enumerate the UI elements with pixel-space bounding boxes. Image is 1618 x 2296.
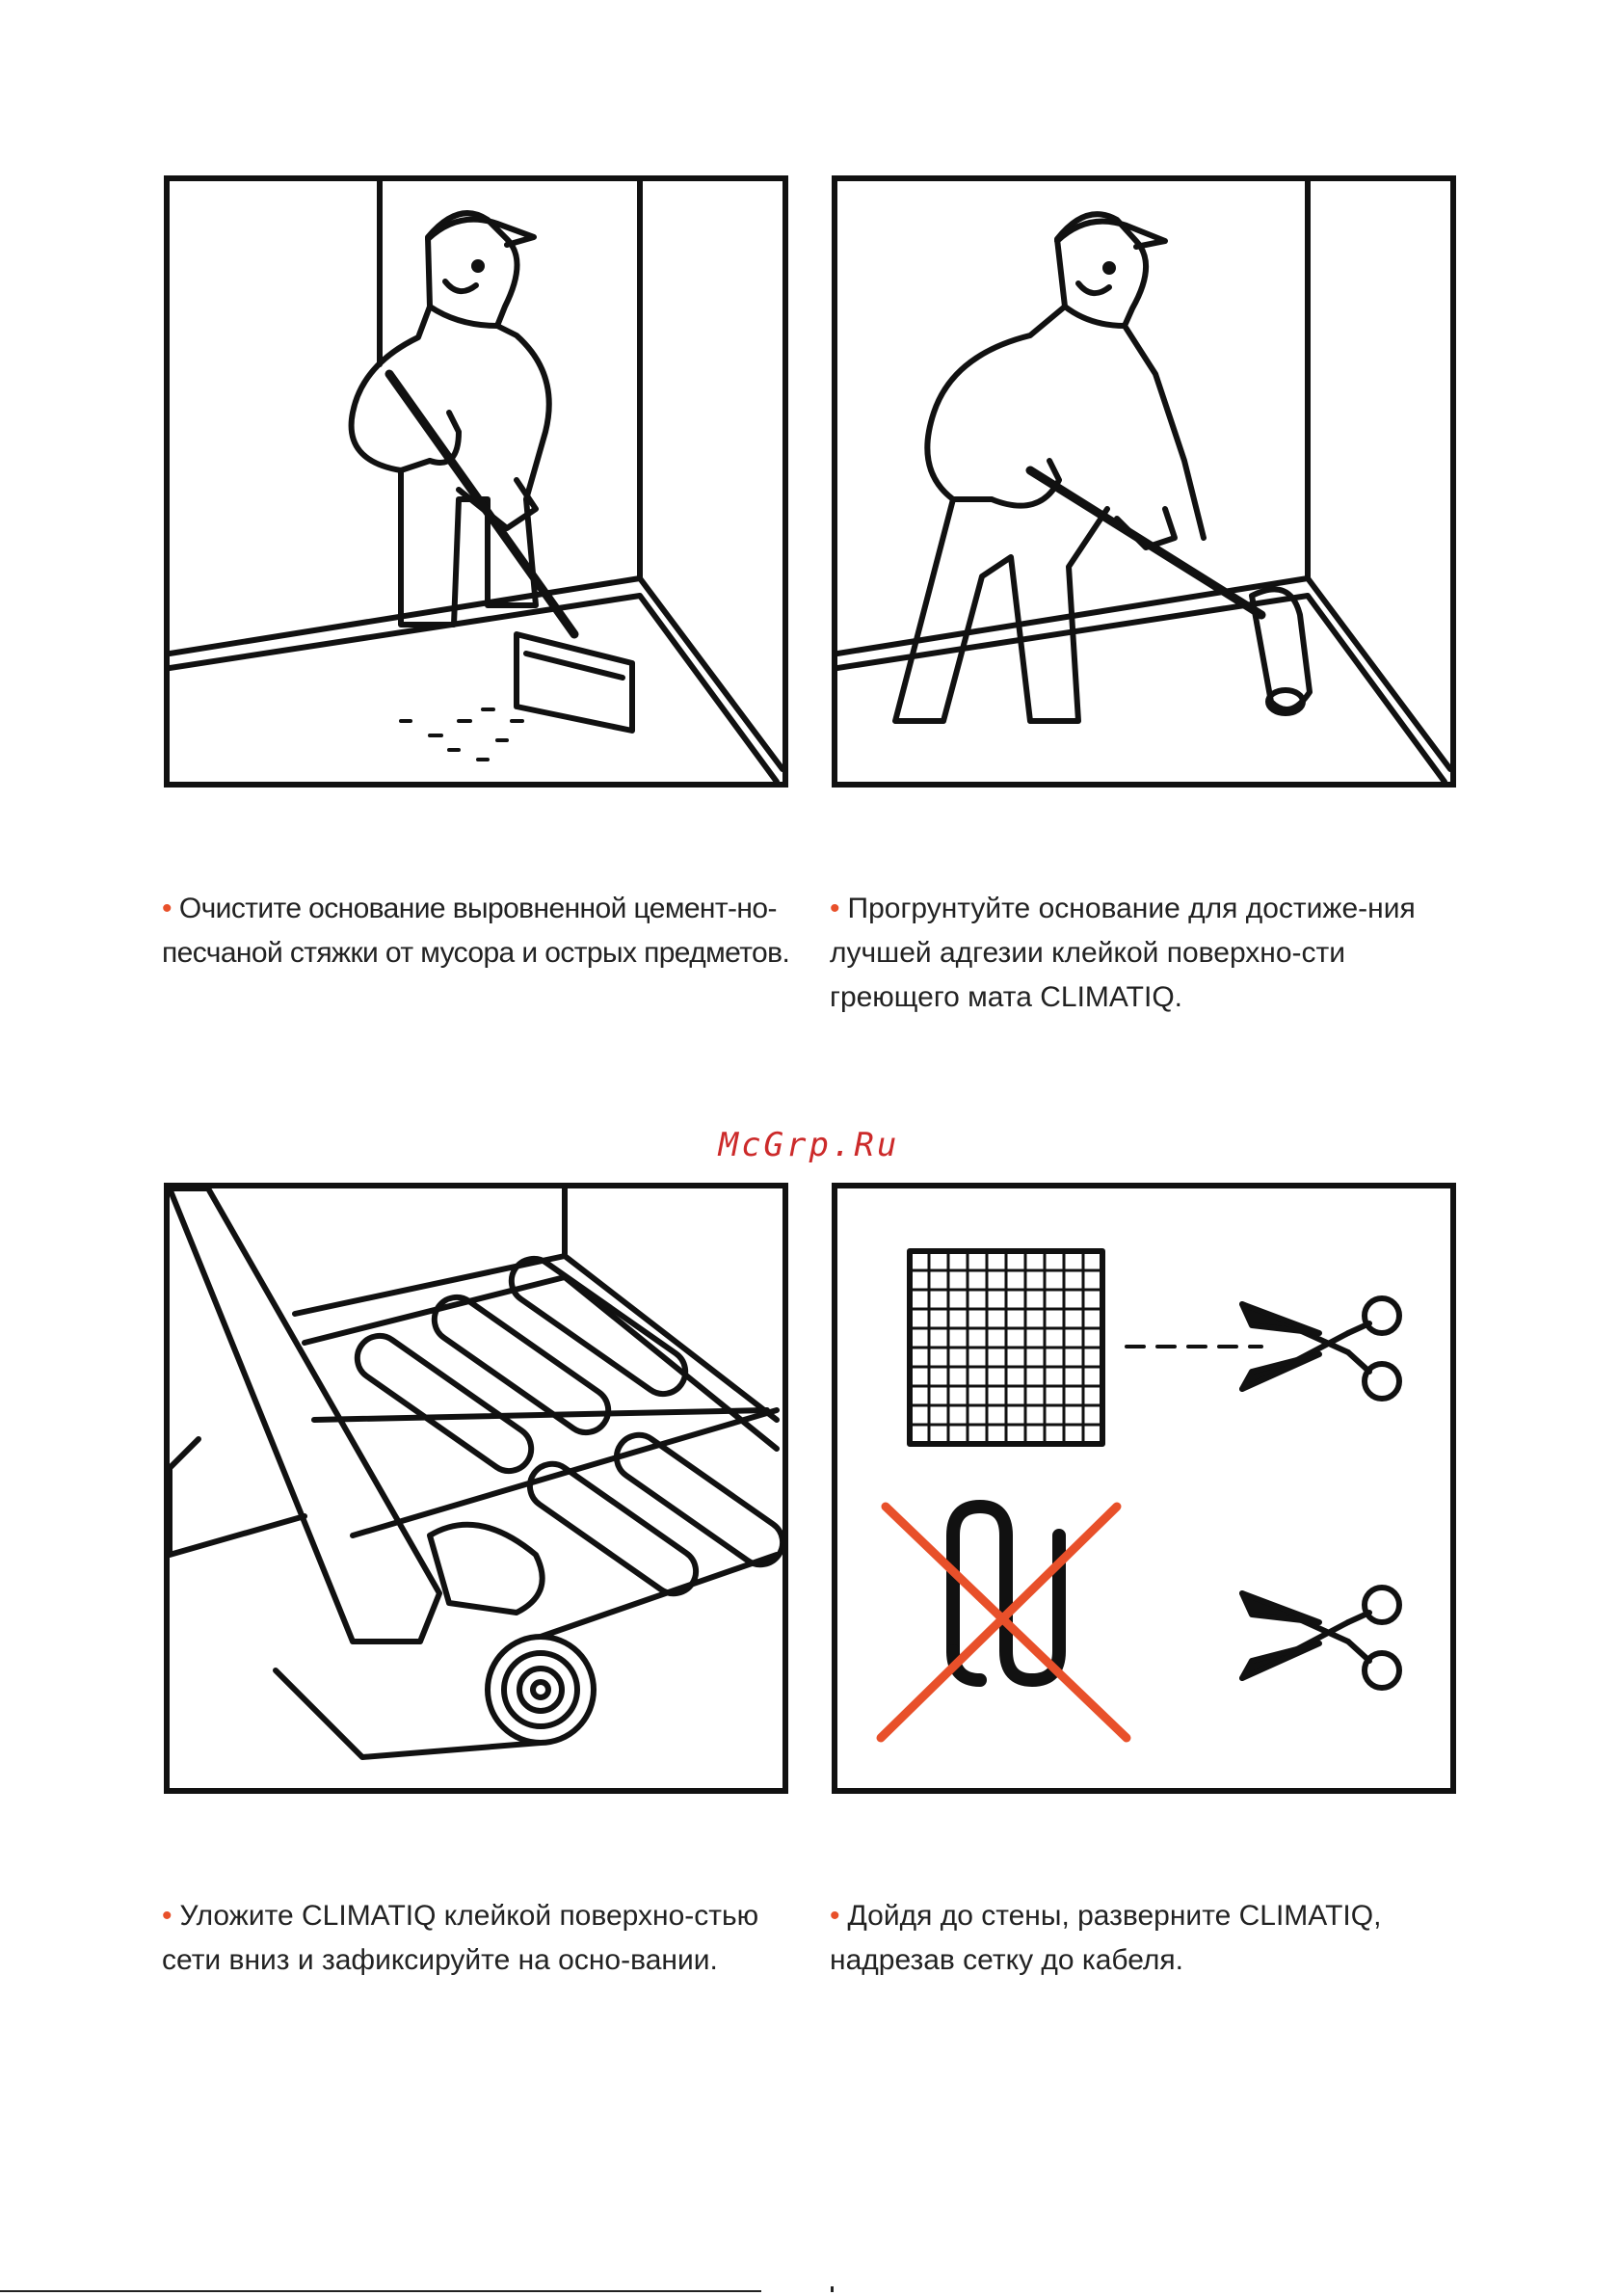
step4-caption bbox=[830, 1894, 1466, 1983]
unrolling-mat-icon bbox=[170, 1188, 782, 1788]
step2-caption bbox=[830, 887, 1466, 1020]
step1-caption bbox=[162, 887, 798, 975]
bullet-icon: • bbox=[830, 1900, 840, 1932]
step2-illustration bbox=[832, 175, 1456, 788]
step4-illustration bbox=[832, 1183, 1456, 1794]
step1-text: Очистите основание выровненной цемент-но-песчаной стяжки от мусора и острых предметов. bbox=[162, 893, 790, 969]
bullet-icon: • bbox=[162, 893, 172, 924]
footer-rule bbox=[0, 2290, 761, 2292]
scissors-icon bbox=[1242, 1298, 1399, 1399]
step3-illustration bbox=[164, 1183, 788, 1794]
watermark: McGrp.Ru bbox=[718, 1126, 900, 1164]
cutting-mesh-icon bbox=[837, 1188, 1450, 1788]
bullet-icon: • bbox=[162, 1900, 172, 1932]
priming-worker-icon bbox=[837, 181, 1450, 782]
sweeping-worker-icon bbox=[170, 181, 782, 782]
scissors-icon bbox=[1242, 1588, 1399, 1688]
bullet-icon: • bbox=[830, 893, 840, 924]
footer-mark bbox=[831, 2286, 834, 2292]
step3-caption bbox=[162, 1894, 798, 1983]
step1-illustration bbox=[164, 175, 788, 788]
step2-text: Прогрунтуйте основание для достиже-ния лучшей адгезии клейкой поверхно-сти греющего мата CLIMATIQ. bbox=[830, 893, 1416, 1013]
step3-text: Уложите CLIMATIQ клейкой поверхно-стью сети вниз и зафиксируйте на осно-вании. bbox=[162, 1900, 759, 1976]
step4-text: Дойдя до стены, разверните CLIMATIQ, надрезав сетку до кабеля. bbox=[830, 1900, 1382, 1976]
